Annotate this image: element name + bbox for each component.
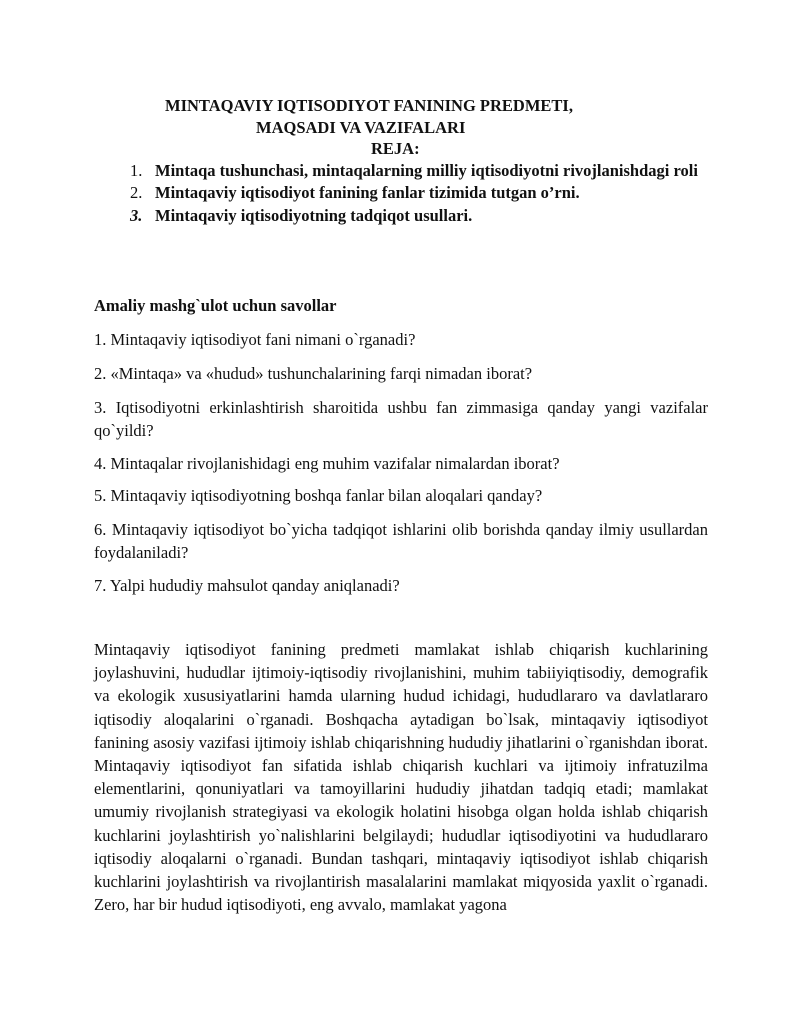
question-item: 3. Iqtisodiyotni erkinlashtirish sharoitida ushbu fan zimmasiga qanday yangi vazifalar qo`yildi?	[94, 398, 708, 440]
question-item: 6. Mintaqaviy iqtisodiyot bo`yicha tadqiqot ishlarini olib borishda qanday ilmiy usullardan foydalaniladi?	[94, 520, 708, 562]
plan-item	[130, 160, 708, 181]
question-item: 4. Mintaqalar rivojlanishidagi eng muhim vazifalar nimalardan iborat?	[94, 454, 560, 473]
plan-item-number: 1.	[130, 161, 143, 180]
plan-item	[130, 205, 708, 226]
document-title-line1: MINTAQAVIY IQTISODIYOT FANINING PREDMETI,	[165, 96, 573, 115]
plan-item-text: Mintaqaviy iqtisodiyot fanining fanlar tizimida tutgan o’rni.	[155, 183, 580, 202]
question-item: 2. «Mintaqa» va «hudud» tushunchalarining farqi nimadan iborat?	[94, 364, 533, 383]
body-paragraph: Mintaqaviy iqtisodiyot fanining predmeti mamlakat ishlab chiqarish kuchlarining joylashuvini, hududlar ijtimoiy-iqtisodiy rivojlanishini, muhim tabiiyiqtisodiy, demografik va ekologik xususiyatlarini hamda ularning hudud ichidagi, hududlararo va davlatlararo iqtisodiy aloqalarini o`rganadi. Boshqacha aytadigan bo`lsak, mintaqaviy iqtisodiyot fanining asosiy vazifasi ijtimoiy ishlab chiqarishning hududiy jihatlarini o`rganishdan iborat. Mintaqaviy iqtisodiyot fan sifatida ishlab chiqarish kuchlari va ijtimoiy infratuzilma elementlarini, qonuniyatlari va tamoyillarini hududiy jihatdan tadqiq etadi; mamlakat umumiy rivojlanish strategiyasi va ekologik holatini hisobga olgan holda ishlab chiqarish kuchlarini joylashtirish yo`nalishlarini belgilaydi; hududlar iqtisodiyotini va hududlararo iqtisodiy aloqalarni o`rganadi. Bundan tashqari, mintaqaviy iqtisodiyot ishlab chiqarish kuchlarini joylashtirish va rivojlantirish masalalarini mamlakat miqyosida yaxlit o`rganadi. Zero, har bir hudud iqtisodiyoti, eng avvalo, mamlakat yagona	[94, 640, 708, 915]
plan-item-number: 2.	[130, 183, 143, 202]
plan-item	[130, 182, 610, 203]
question-item: 1. Mintaqaviy iqtisodiyot fani nimani o`rganadi?	[94, 330, 416, 349]
question-item: 5. Mintaqaviy iqtisodiyotning boshqa fanlar bilan aloqalari qanday?	[94, 486, 543, 505]
plan-item-number: 3.	[130, 206, 143, 225]
question-item: 7. Yalpi hududiy mahsulot qanday aniqlanadi?	[94, 576, 400, 595]
plan-item-text: Mintaqaviy iqtisodiyotning tadqiqot usullari.	[155, 206, 473, 225]
plan-item-text: Mintaqa tushunchasi, mintaqalarning milliy iqtisodiyotni rivojlanishdagi roli	[155, 161, 698, 180]
document-title-line2: MAQSADI VA VAZIFALARI	[256, 118, 466, 137]
plan-list	[130, 160, 708, 226]
questions-heading: Amaliy mashg`ulot uchun savollar	[94, 296, 337, 315]
plan-heading: REJA:	[371, 139, 420, 158]
